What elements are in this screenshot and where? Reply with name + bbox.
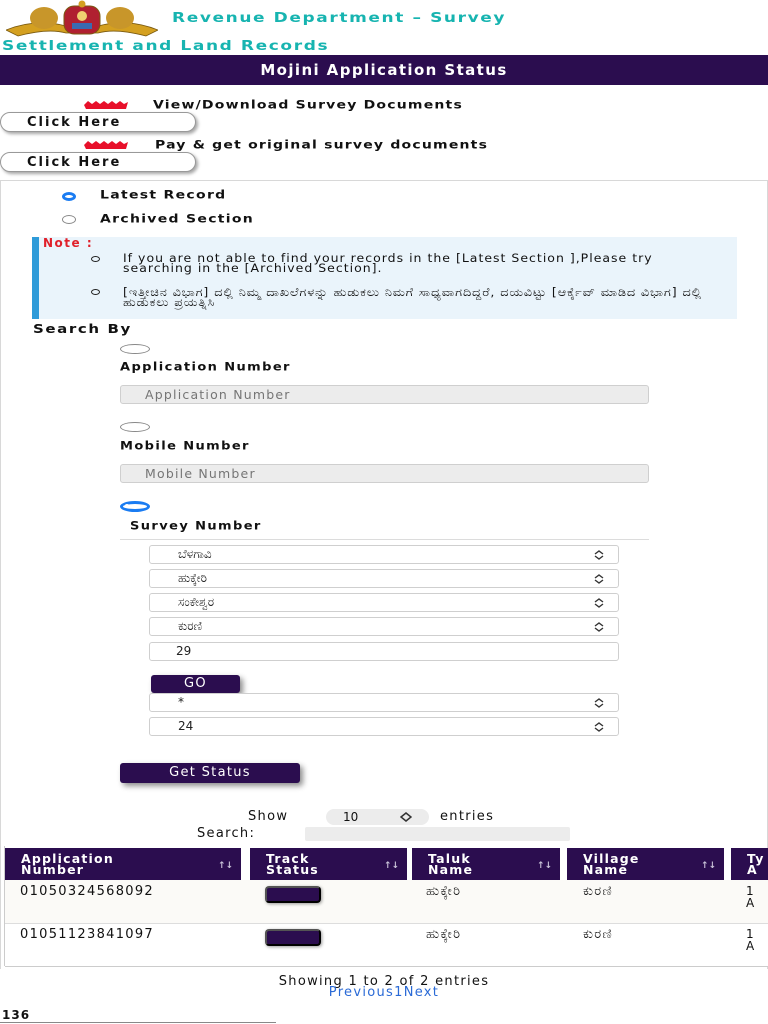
table-search-input[interactable] xyxy=(305,827,570,841)
district-value: ಬೆಳಗಾವಿ xyxy=(178,547,212,561)
row1-track-button[interactable] xyxy=(265,886,321,903)
updown-arrow-icon xyxy=(594,574,604,584)
th-village-name[interactable]: Village Name ↑↓ xyxy=(567,848,724,880)
archived-section-label[interactable]: Archived Section xyxy=(100,213,255,226)
th-track-status[interactable]: Track Status ↑↓ xyxy=(250,848,407,880)
entries-select[interactable] xyxy=(326,809,429,825)
header-title-line2: Settlement and Land Records xyxy=(2,38,330,54)
survey-number-label: Survey Number xyxy=(130,520,262,533)
note-item-kannada: [ಇತ್ತೀಚಿನ ವಿಭಾಗ] ದಲ್ಲಿ ನಿಮ್ಮ ದಾಖಲೆಗಳನ್ನು ಹುಡುಕಲು ನಿಮಗೆ ಸಾಧ್ಯವಾಗದಿದ್ದರೆ, ದಯವಿಟ್ಟು [ಆರ್ಕೈವ್ ಮಾಡಿದ ವಿಭಾಗ] ದಲ್ಲಿ ಹುಡುಕಲು ಪ್ರಯತ್ನಿಸಿ xyxy=(123,285,703,309)
th-taluk-name[interactable]: Taluk Name ↑↓ xyxy=(412,848,560,880)
go-button[interactable]: GO xyxy=(151,675,240,693)
pay-documents-text: Pay & get original survey documents xyxy=(155,139,489,152)
surnoc-value: * xyxy=(178,695,184,709)
visitor-counter: 136 xyxy=(2,1008,31,1022)
entries-label: entries xyxy=(440,809,495,824)
row2-track-button[interactable] xyxy=(265,929,321,946)
th-type[interactable]: Ty A xyxy=(731,848,768,880)
taluk-select[interactable] xyxy=(149,569,619,588)
application-number-radio[interactable] xyxy=(120,344,150,354)
updown-arrow-icon xyxy=(400,812,412,822)
mobile-number-label: Mobile Number xyxy=(120,440,250,453)
hissa-value: 24 xyxy=(178,719,194,733)
application-number-label: Application Number xyxy=(120,361,291,374)
footer-divider xyxy=(0,1022,276,1023)
hobli-select[interactable] xyxy=(149,593,619,612)
get-status-button[interactable]: Get Status xyxy=(120,763,300,783)
table-search-label: Search: xyxy=(197,826,256,841)
note-item-english: If you are not able to find your records in the [Latest Section ],Please try searching in the [Archived Section]. xyxy=(123,251,653,275)
latest-record-radio[interactable] xyxy=(62,192,76,201)
page-link[interactable]: 1 xyxy=(394,985,404,1000)
updown-arrow-icon xyxy=(594,622,604,632)
search-by-heading: Search By xyxy=(33,321,132,337)
header-title-line1: Revenue Department – Survey xyxy=(172,10,507,26)
updown-arrow-icon xyxy=(594,698,604,708)
latest-record-label[interactable]: Latest Record xyxy=(100,189,227,202)
new-badge-icon xyxy=(84,101,128,109)
sort-icon: ↑↓ xyxy=(700,861,716,871)
row1-type: 1 A xyxy=(746,884,756,910)
pay-documents-button[interactable]: Click Here xyxy=(0,152,196,172)
updown-arrow-icon xyxy=(594,550,604,560)
row2-taluk: ಹುಕ್ಕೇರಿ xyxy=(426,927,462,942)
bullet-icon xyxy=(91,289,100,295)
th-application-number[interactable]: Application Number ↑↓ xyxy=(5,848,241,880)
note-heading: Note : xyxy=(43,236,94,250)
village-value: ಕುರಣಿ xyxy=(178,619,203,633)
surnoc-select[interactable] xyxy=(149,693,619,712)
village-select[interactable] xyxy=(149,617,619,636)
sort-icon: ↑↓ xyxy=(383,861,399,871)
row1-village: ಕುರಣಿ xyxy=(583,884,613,899)
previous-link[interactable]: Previous xyxy=(328,985,395,1000)
view-documents-button[interactable]: Click Here xyxy=(0,112,196,132)
row1-taluk: ಹುಕ್ಕೇರಿ xyxy=(426,884,462,899)
row1-app-number: 01050324568092 xyxy=(20,884,154,899)
show-label: Show xyxy=(248,809,289,824)
survey-number-value: 29 xyxy=(176,644,192,658)
taluk-value: ಹುಕ್ಕೇರಿ xyxy=(178,571,207,585)
sort-icon: ↑↓ xyxy=(217,861,233,871)
entries-value: 10 xyxy=(343,810,359,824)
hobli-value: ಸಂಕೇಶ್ವರ xyxy=(178,595,215,609)
mobile-number-radio[interactable] xyxy=(120,422,150,432)
new-badge-icon xyxy=(84,141,128,149)
district-select[interactable] xyxy=(149,545,619,564)
hissa-select[interactable] xyxy=(149,717,619,736)
archived-section-radio[interactable] xyxy=(62,215,76,224)
next-link[interactable]: Next xyxy=(403,985,440,1000)
emblem-logo xyxy=(6,0,158,40)
row2-village: ಕುರಣಿ xyxy=(583,927,613,942)
application-number-input[interactable] xyxy=(120,385,649,404)
pagination-info: Showing 1 to 2 of 2 entries xyxy=(278,974,490,989)
updown-arrow-icon xyxy=(594,722,604,732)
note-box xyxy=(32,237,737,319)
row2-app-number: 01051123841097 xyxy=(20,927,154,942)
updown-arrow-icon xyxy=(594,598,604,608)
mobile-number-input[interactable] xyxy=(120,464,649,483)
bullet-icon xyxy=(91,256,100,262)
page-banner: Mojini Application Status xyxy=(0,55,768,85)
survey-divider xyxy=(120,539,649,540)
row2-type: 1 A xyxy=(746,927,756,953)
sort-icon: ↑↓ xyxy=(536,861,552,871)
survey-number-radio[interactable] xyxy=(120,501,150,512)
survey-number-input[interactable] xyxy=(149,642,619,661)
pagination xyxy=(0,985,768,1000)
view-documents-text: View/Download Survey Documents xyxy=(153,99,463,112)
